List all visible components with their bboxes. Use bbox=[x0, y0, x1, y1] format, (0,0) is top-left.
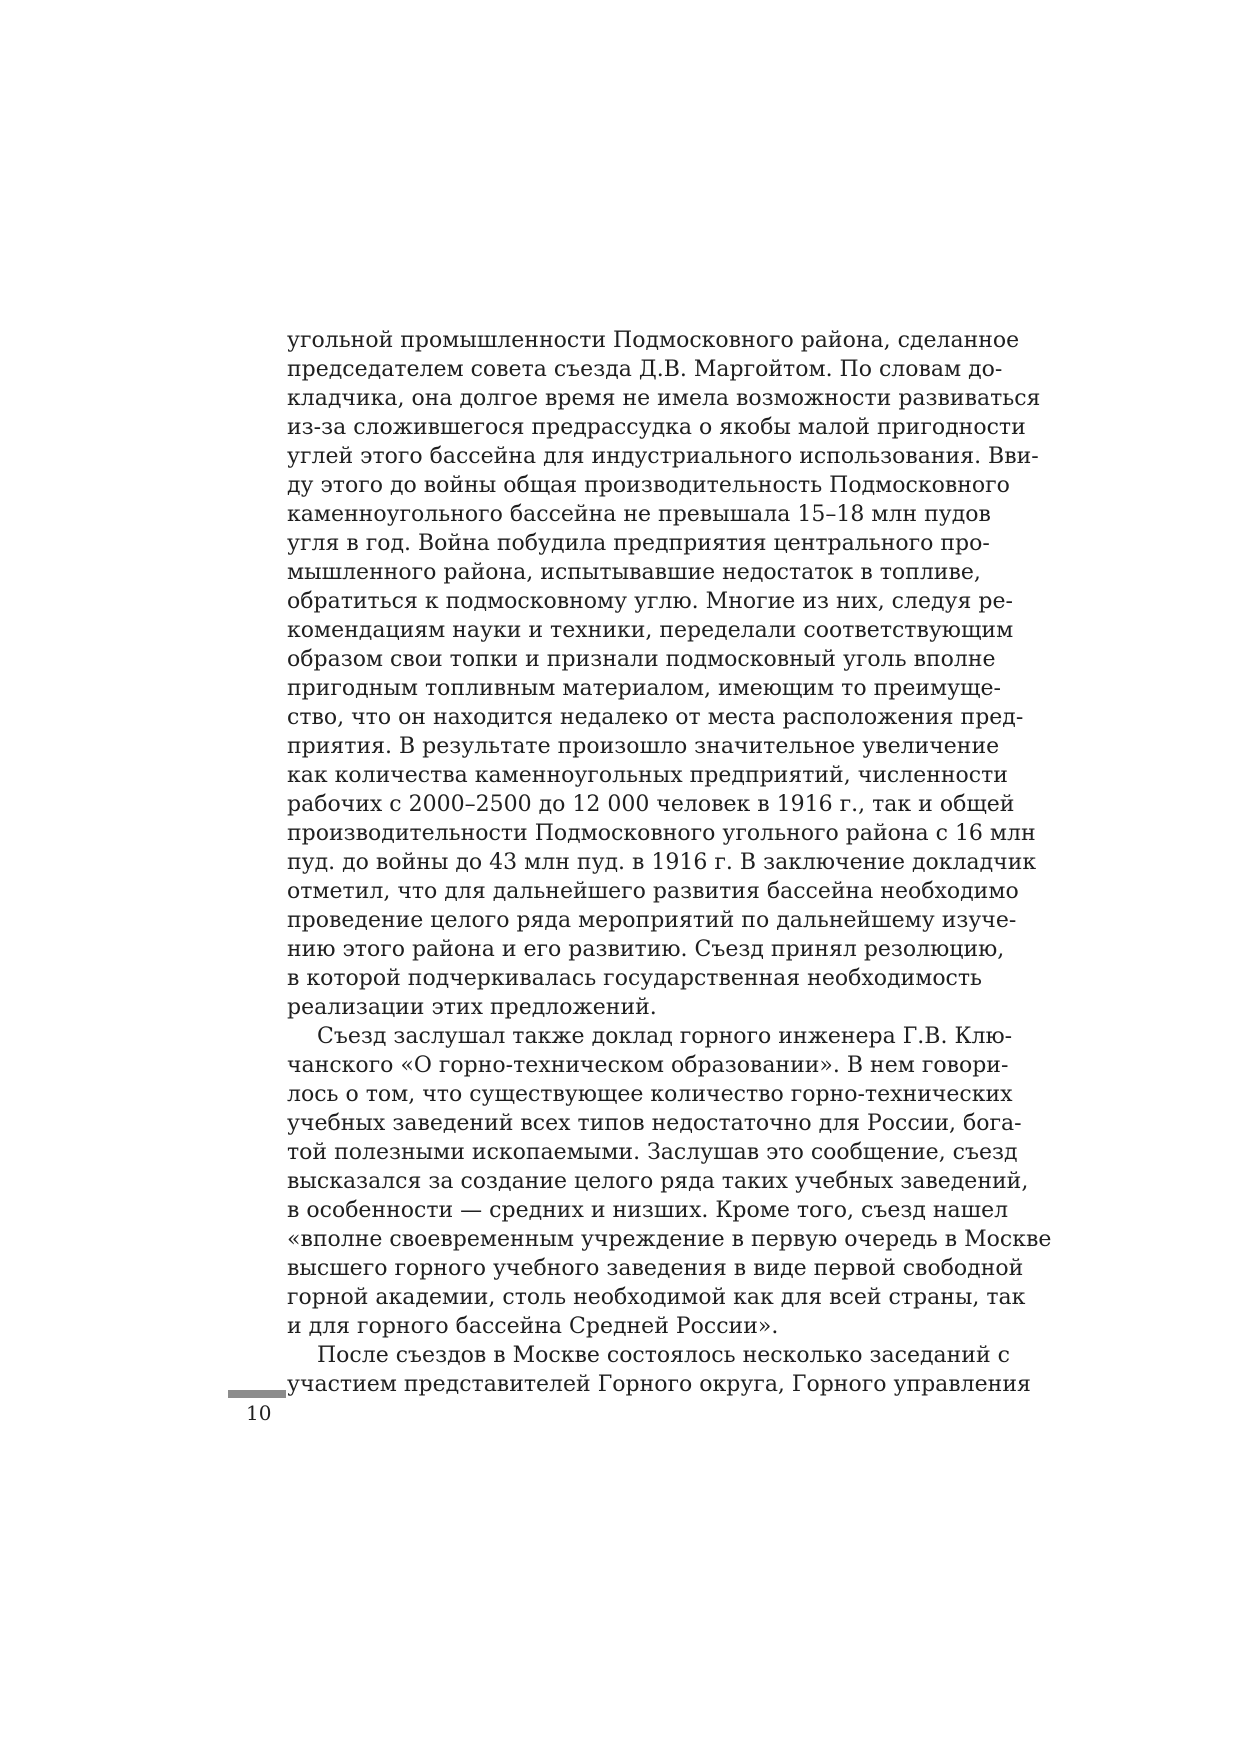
text-line: мышленного района, испытывавшие недостаток в топливе, bbox=[287, 560, 981, 585]
text-line: ду этого до войны общая производительность Подмосковного bbox=[287, 473, 1010, 498]
text-line: нию этого района и его развитию. Съезд принял резолюцию, bbox=[287, 937, 1005, 962]
text-line: производительности Подмосковного угольного района с 16 млн bbox=[287, 821, 1036, 846]
text-line: чанского «О горно-техническом образовании». В нем говори- bbox=[287, 1053, 1009, 1078]
text-line: «вполне своевременным учреждение в первую очередь в Москве bbox=[287, 1227, 1052, 1252]
text-line: приятия. В результате произошло значительное увеличение bbox=[287, 734, 1000, 759]
text-line: и для горного бассейна Средней России». bbox=[287, 1314, 779, 1339]
text-line: пуд. до войны до 43 млн пуд. в 1916 г. В заключение докладчик bbox=[287, 850, 1037, 875]
text-line: из-за сложившегося предрассудка о якобы малой пригодности bbox=[287, 415, 1026, 440]
text-line: председателем совета съезда Д.В. Маргойтом. По словам до- bbox=[287, 357, 1003, 382]
text-line: проведение целого ряда мероприятий по дальнейшему изуче- bbox=[287, 908, 1017, 933]
text-line: пригодным топливным материалом, имеющим то преимуще- bbox=[287, 676, 1001, 701]
text-line: реализации этих предложений. bbox=[287, 995, 657, 1020]
text-line: лось о том, что существующее количество горно-технических bbox=[287, 1082, 1013, 1107]
text-line: Съезд заслушал также доклад горного инженера Г.В. Клю- bbox=[317, 1024, 1013, 1049]
text-line: кладчика, она долгое время не имела возможности развиваться bbox=[287, 386, 1041, 411]
text-line: отметил, что для дальнейшего развития бассейна необходимо bbox=[287, 879, 1019, 904]
text-line: рабочих с 2000–2500 до 12 000 человек в 1916 г., так и общей bbox=[287, 792, 1015, 817]
page-number-bar bbox=[228, 1390, 286, 1398]
text-line: той полезными ископаемыми. Заслушав это сообщение, съезд bbox=[287, 1140, 1018, 1165]
text-line: в которой подчеркивалась государственная необходимость bbox=[287, 966, 983, 991]
text-line: ство, что он находится недалеко от места расположения пред- bbox=[287, 705, 1024, 730]
text-line: каменноугольного бассейна не превышала 15–18 млн пудов bbox=[287, 502, 991, 527]
text-line: высшего горного учебного заведения в виде первой свободной bbox=[287, 1256, 1024, 1281]
text-line: образом свои топки и признали подмосковный уголь вполне bbox=[287, 647, 996, 672]
text-line: обратиться к подмосковному углю. Многие из них, следуя ре- bbox=[287, 589, 1013, 614]
text-line: в особенности — средних и низших. Кроме того, съезд нашел bbox=[287, 1198, 1009, 1223]
page-number: 10 bbox=[246, 1401, 272, 1425]
text-line: горной академии, столь необходимой как для всей страны, так bbox=[287, 1285, 1026, 1310]
text-line: учебных заведений всех типов недостаточно для России, бога- bbox=[287, 1111, 1022, 1136]
text-line: высказался за создание целого ряда таких учебных заведений, bbox=[287, 1169, 1029, 1194]
body-text bbox=[287, 326, 1052, 1399]
text-line: участием представителей Горного округа, Горного управления bbox=[287, 1372, 1031, 1397]
text-line: комендациям науки и техники, переделали соответствующим bbox=[287, 618, 1014, 643]
text-line: углей этого бассейна для индустриального использования. Вви- bbox=[287, 444, 1039, 469]
text-line: угля в год. Война побудила предприятия центрального про- bbox=[287, 531, 990, 556]
text-line: После съездов в Москве состоялось несколько заседаний с bbox=[317, 1343, 1010, 1368]
text-line: как количества каменноугольных предприятий, численности bbox=[287, 763, 1008, 788]
text-line: угольной промышленности Подмосковного района, сделанное bbox=[287, 328, 1020, 353]
